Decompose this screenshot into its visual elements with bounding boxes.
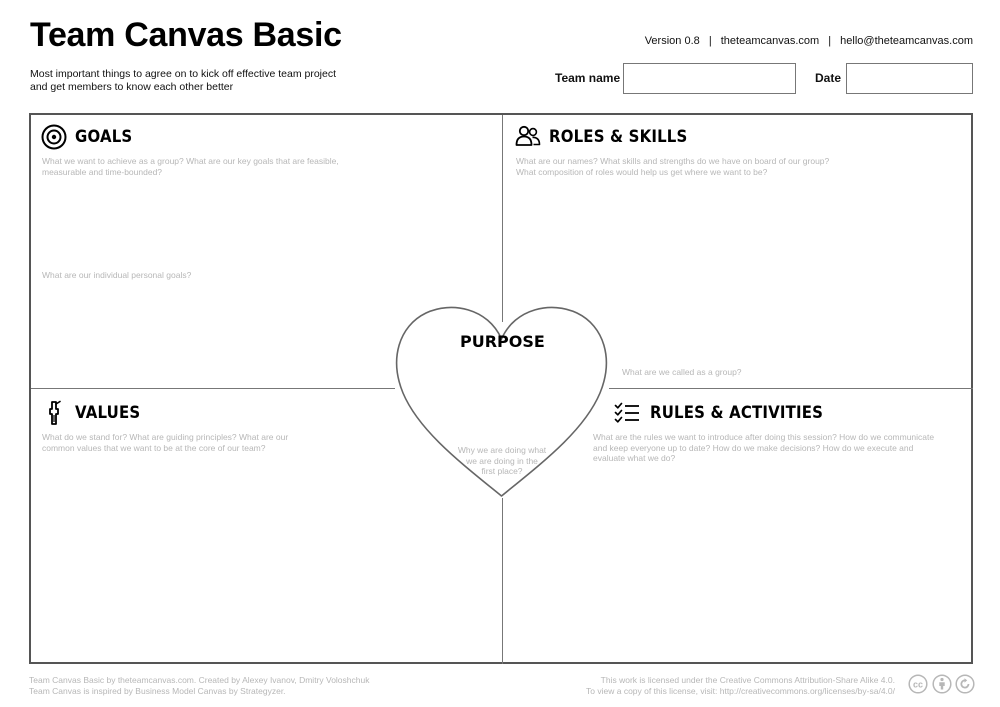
values-title: VALUES	[75, 403, 141, 423]
team-name-field[interactable]	[623, 63, 796, 94]
hint-line: first place?	[481, 466, 523, 476]
date-label: Date	[815, 71, 842, 85]
hint-line: we are doing in the	[466, 455, 538, 466]
hint-line: What composition of roles would help us get where we want to be?	[516, 166, 768, 177]
footer-line: To view a copy of this license, visit: http://creativecommons.org/licenses/by-sa/4.0/	[586, 685, 895, 696]
purpose-title: PURPOSE	[460, 332, 545, 351]
group-name-hint: What are we called as a group?	[622, 367, 742, 377]
hint-line: and keep everyone up to date? How do we make decisions? How do we execute and	[593, 442, 914, 453]
rules-hint	[593, 432, 968, 464]
people-icon	[515, 125, 541, 147]
by-attribution-icon	[932, 674, 952, 694]
target-icon	[41, 124, 67, 150]
goals-title: GOALS	[75, 127, 133, 147]
separator: |	[708, 35, 712, 47]
hint-line: What are the rules we want to introduce after doing this session? How do we communicate	[593, 432, 935, 442]
divider-horizontal-right	[609, 388, 973, 389]
team-name-label: Team name	[555, 71, 621, 85]
divider-vertical-bottom	[502, 498, 503, 664]
version-label: Version 0.8	[644, 35, 700, 47]
website-link[interactable]: theteamcanvas.com	[720, 35, 820, 47]
hint-line: What do we stand for? What are guiding principles? What are our	[42, 432, 289, 442]
subtitle-line: and get members to know each other better	[30, 81, 234, 93]
cc-label: cc	[912, 679, 924, 690]
hint-line: measurable and time-bounded?	[42, 166, 163, 177]
email-link[interactable]: hello@theteamcanvas.com	[840, 35, 973, 47]
separator: |	[828, 35, 832, 47]
page-title: Team Canvas Basic	[30, 16, 342, 54]
footer-line: Team Canvas Basic by theteamcanvas.com. Created by Alexey Ivanov, Dmitry Voloshchuk	[29, 675, 370, 685]
cc-icon	[908, 674, 928, 694]
hint-line: common values that we want to be at the core of our team?	[42, 442, 266, 453]
sa-share-alike-icon	[955, 674, 975, 694]
divider-vertical-top	[502, 115, 503, 322]
rules-title: RULES & ACTIVITIES	[650, 403, 824, 423]
goals-personal-hint: What are our individual personal goals?	[42, 270, 192, 280]
multitool-icon	[47, 400, 63, 426]
date-field[interactable]	[846, 63, 973, 94]
hint-line: Why we are doing what	[457, 445, 547, 455]
subtitle-line: Most important things to agree on to kick off effective team project	[30, 68, 337, 80]
divider-horizontal-left	[31, 388, 395, 389]
goals-hint	[42, 156, 482, 177]
footer-line: Team Canvas is inspired by Business Model Canvas by Strategyzer.	[29, 685, 286, 696]
hint-line: What we want to achieve as a group? What are our key goals that are feasible,	[42, 156, 339, 166]
purpose-hint	[450, 445, 554, 477]
hint-line: What are our names? What skills and strengths do we have on board of our group?	[516, 156, 830, 166]
footer-line: This work is licensed under the Creative Commons Attribution-Share Alike 4.0.	[600, 675, 895, 685]
roles-hint	[516, 156, 966, 177]
hint-line: evaluate what we do?	[593, 453, 676, 463]
roles-title: ROLES & SKILLS	[549, 127, 688, 147]
footer-license	[586, 675, 895, 696]
footer-credits	[29, 675, 369, 696]
header-meta	[645, 35, 973, 47]
values-hint	[42, 432, 382, 453]
subtitle	[30, 68, 360, 94]
checklist-icon	[614, 402, 640, 424]
